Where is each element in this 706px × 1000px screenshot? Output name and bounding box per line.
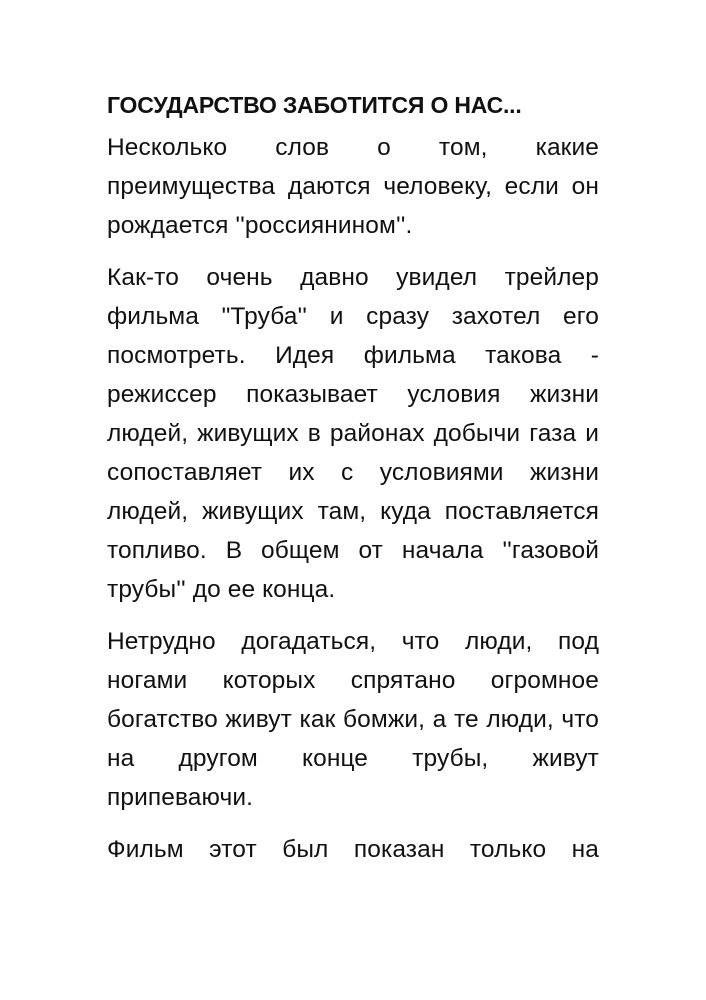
paragraph-intro: Несколько слов о том, какие преимущества даются человеку, если он рождается ''россиянином''. [107, 134, 599, 239]
document-title: ГОСУДАРСТВО ЗАБОТИТСЯ О НАС... [107, 92, 522, 118]
document-page [107, 88, 599, 882]
paragraph-film: Фильм этот был показан только на [107, 836, 599, 863]
paragraph-trailer: Как-то очень давно увидел трейлер фильма "Труба'' и сразу захотел его посмотреть. Идея фильма такова - режиссер показывает условия жизни людей, живущих в районах добычи газа и сопоставляет их с условиями жизни людей, живущих там, куда поставляется топливо. В общем от начала ''газовой трубы'' до ее конца. [107, 264, 599, 603]
paragraph-contrast: Нетрудно догадаться, что люди, под ногами которых спрятано огромное богатство живут как бомжи, а те люди, что на другом конце трубы, живут припеваючи. [107, 628, 599, 811]
